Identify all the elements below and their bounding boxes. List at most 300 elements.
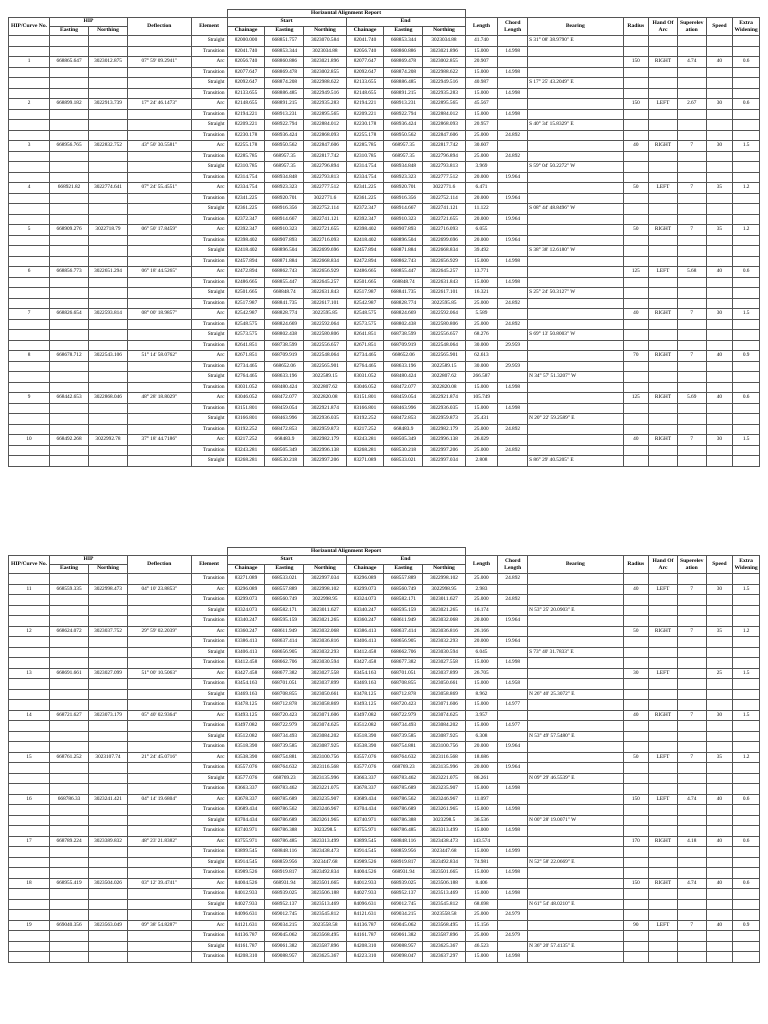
cell-end-easting: 668754.881	[384, 742, 423, 753]
table-row	[9, 183, 760, 194]
cell-hip-northing	[89, 605, 128, 616]
cell-hand-of-arc	[649, 256, 678, 267]
cell-end-chainage: 82372.347	[346, 204, 384, 215]
cell-radius: 30	[623, 668, 649, 679]
cell-hip-easting	[50, 784, 89, 795]
cell-deflection	[128, 372, 192, 383]
cell-bearing	[528, 920, 623, 931]
header-hip: HIP	[50, 18, 128, 27]
cell-superelevation	[677, 647, 706, 658]
cell-hip-northing	[89, 330, 128, 341]
cell-superelevation	[677, 235, 706, 246]
cell-end-easting: 668722.979	[384, 710, 423, 721]
cell-bearing	[528, 868, 623, 879]
cell-element: Transition	[191, 721, 227, 732]
cell-end-easting: 668828.774	[384, 298, 423, 309]
cell-chord-length	[498, 689, 528, 700]
cell-bearing	[528, 658, 623, 669]
table-header	[9, 548, 760, 574]
cell-start-easting: 668557.889	[265, 584, 304, 595]
cell-speed	[706, 847, 733, 858]
cell-hip-easting	[50, 700, 89, 711]
cell-element: Straight	[191, 36, 227, 47]
cell-start-chainage: 82000.000	[227, 36, 265, 47]
cell-deflection	[128, 805, 192, 816]
cell-hip-northing: 3023389.832	[89, 836, 128, 847]
cell-end-chainage: 83577.076	[346, 763, 384, 774]
cell-radius	[623, 36, 649, 47]
cell-chord-length: 24.892	[498, 574, 528, 585]
cell-start-northing: 3022895.565	[304, 109, 346, 120]
cell-start-northing: 3023084.202	[304, 731, 346, 742]
cell-hip-easting	[50, 857, 89, 868]
cell-start-chainage: 84004.526	[227, 878, 265, 889]
table-row	[9, 445, 760, 456]
cell-hand-of-arc	[649, 456, 678, 467]
cell-start-northing: 3023438.473	[304, 847, 346, 858]
cell-chord-length	[498, 414, 528, 425]
cell-hand-of-arc	[649, 826, 678, 837]
cell-end-chainage: 83663.337	[346, 773, 384, 784]
cell-bearing	[528, 309, 623, 320]
cell-end-easting: 668914.667	[384, 204, 423, 215]
cell-element: Transition	[191, 172, 227, 183]
cell-speed	[706, 826, 733, 837]
cell-radius	[623, 235, 649, 246]
header-hip: HIP	[50, 556, 128, 565]
cell-start-chainage: 83518.390	[227, 742, 265, 753]
cell-length: 26.166	[465, 626, 498, 637]
cell-end-easting: 668957.35	[384, 151, 423, 162]
cell-hip-easting: 668721.627	[50, 710, 89, 721]
cell-element: Transition	[191, 826, 227, 837]
cell-start-easting: 668828.774	[265, 309, 304, 320]
cell-start-northing: 3023221.075	[304, 784, 346, 795]
cell-end-northing: 3023074.625	[423, 710, 465, 721]
cell-end-chainage: 83740.971	[346, 815, 384, 826]
cell-start-easting: 668677.382	[265, 668, 304, 679]
cell-radius	[623, 574, 649, 585]
cell-chord-length	[498, 267, 528, 278]
cell-hip-easting	[50, 826, 89, 837]
cell-hip-no	[9, 298, 50, 309]
cell-extra-widening	[733, 298, 760, 309]
cell-hip-no	[9, 857, 50, 868]
table-row	[9, 721, 760, 732]
cell-deflection	[128, 931, 192, 942]
cell-deflection	[128, 78, 192, 89]
cell-hip-easting	[50, 151, 89, 162]
cell-chord-length	[498, 731, 528, 742]
cell-element: Arc	[191, 57, 227, 68]
table-row	[9, 172, 760, 183]
cell-start-northing: 3022580.806	[304, 330, 346, 341]
cell-deflection: 04° 14' 19.6804"	[128, 794, 192, 805]
cell-end-northing: 3022847.606	[423, 130, 465, 141]
cell-deflection	[128, 595, 192, 606]
table-row	[9, 372, 760, 383]
cell-chord-length	[498, 605, 528, 616]
cell-hand-of-arc	[649, 288, 678, 299]
cell-start-easting: 668662.706	[265, 658, 304, 669]
header-start: Start	[227, 18, 346, 27]
cell-length: 25.000	[465, 151, 498, 162]
cell-start-chainage: 83340.247	[227, 616, 265, 627]
table-row	[9, 784, 760, 795]
cell-length: 68.276	[465, 330, 498, 341]
cell-bearing	[528, 445, 623, 456]
cell-start-northing: 3023501.665	[304, 878, 346, 889]
cell-speed	[706, 246, 733, 257]
header-bearing: Bearing	[528, 18, 623, 36]
cell-length: 143.574	[465, 836, 498, 847]
cell-chord-length: 14.998	[498, 868, 528, 879]
cell-hand-of-arc	[649, 235, 678, 246]
cell-end-chainage: 84004.526	[346, 868, 384, 879]
cell-radius	[623, 899, 649, 910]
cell-hand-of-arc	[649, 214, 678, 225]
cell-start-easting: 668860.886	[265, 57, 304, 68]
cell-hip-easting: 668691.661	[50, 668, 89, 679]
cell-chord-length: 14.998	[498, 403, 528, 414]
cell-end-chainage: 82209.221	[346, 109, 384, 120]
cell-end-northing: 3022656.929	[423, 256, 465, 267]
table-row	[9, 382, 760, 393]
cell-deflection	[128, 340, 192, 351]
cell-start-northing: 3022548.064	[304, 351, 346, 362]
cell-deflection	[128, 857, 192, 868]
cell-deflection	[128, 868, 192, 879]
cell-length: 62.613	[465, 351, 498, 362]
cell-chord-length	[498, 330, 528, 341]
cell-hip-easting	[50, 805, 89, 816]
cell-chord-length: 24.892	[498, 445, 528, 456]
cell-end-northing: 3023298.5	[423, 815, 465, 826]
cell-speed	[706, 941, 733, 952]
table-row	[9, 574, 760, 585]
cell-superelevation	[677, 731, 706, 742]
cell-superelevation	[677, 46, 706, 57]
cell-start-easting: 669034.215	[265, 920, 304, 931]
cell-hip-no	[9, 424, 50, 435]
cell-element: Arc	[191, 309, 227, 320]
cell-end-northing: 3023506.188	[423, 878, 465, 889]
cell-bearing: N 34° 57' 51.3207" W	[528, 372, 623, 383]
cell-radius	[623, 88, 649, 99]
cell-start-chainage: 82457.894	[227, 256, 265, 267]
cell-end-easting: 668931.94	[384, 868, 423, 879]
cell-hand-of-arc	[649, 605, 678, 616]
cell-end-chainage: 82341.225	[346, 183, 384, 194]
cell-element: Transition	[191, 574, 227, 585]
cell-start-northing: 3023050.661	[304, 689, 346, 700]
cell-start-northing: 3022752.114	[304, 204, 346, 215]
cell-extra-widening	[733, 689, 760, 700]
cell-radius	[623, 46, 649, 57]
cell-bearing	[528, 616, 623, 627]
cell-radius	[623, 941, 649, 952]
cell-hip-northing	[89, 162, 128, 173]
cell-deflection	[128, 36, 192, 47]
cell-deflection: 17° 24' 46.1473"	[128, 99, 192, 110]
header-start: Start	[227, 556, 346, 565]
cell-hand-of-arc	[649, 109, 678, 120]
cell-start-chainage: 82418.402	[227, 246, 265, 257]
cell-speed	[706, 952, 733, 963]
cell-start-chainage: 82341.225	[227, 193, 265, 204]
cell-start-chainage: 83755.971	[227, 836, 265, 847]
cell-element: Arc	[191, 225, 227, 236]
header-speed: Speed	[706, 18, 733, 36]
cell-end-northing: 3022752.114	[423, 193, 465, 204]
cell-start-northing: 3022589.15	[304, 372, 346, 383]
cell-extra-widening	[733, 424, 760, 435]
cell-hip-northing	[89, 658, 128, 669]
cell-hip-northing	[89, 172, 128, 183]
cell-start-easting: 668720.423	[265, 710, 304, 721]
cell-hand-of-arc: LEFT	[649, 920, 678, 931]
cell-end-chainage: 83166.801	[346, 403, 384, 414]
cell-hip-northing	[89, 298, 128, 309]
cell-end-easting: 668957.35	[384, 141, 423, 152]
cell-superelevation: 7	[677, 710, 706, 721]
cell-start-chainage: 83427.458	[227, 668, 265, 679]
cell-hand-of-arc	[649, 277, 678, 288]
cell-chord-length: 19.964	[498, 235, 528, 246]
cell-end-easting: 668505.349	[384, 435, 423, 446]
cell-speed: 40	[706, 920, 733, 931]
cell-chord-length: 19.964	[498, 763, 528, 774]
cell-deflection: 09° 38' 54.8287"	[128, 920, 192, 931]
cell-bearing	[528, 435, 623, 446]
cell-radius	[623, 868, 649, 879]
cell-bearing	[528, 67, 623, 78]
cell-end-chainage: 83046.052	[346, 382, 384, 393]
cell-hip-northing	[89, 340, 128, 351]
header-bearing: Bearing	[528, 556, 623, 574]
header-radius: Radius	[623, 556, 649, 574]
cell-deflection	[128, 721, 192, 732]
header-start-northing: Northing	[304, 565, 346, 574]
cell-hand-of-arc	[649, 67, 678, 78]
cell-hip-northing	[89, 616, 128, 627]
cell-hip-easting	[50, 361, 89, 372]
cell-end-easting: 668701.051	[384, 668, 423, 679]
cell-start-easting: 669061.382	[265, 941, 304, 952]
cell-start-easting: 668939.025	[265, 889, 304, 900]
cell-hip-no: 8	[9, 351, 50, 362]
cell-end-easting: 668709.919	[384, 340, 423, 351]
cell-end-easting: 668633.196	[384, 361, 423, 372]
cell-end-northing: 3023036.816	[423, 626, 465, 637]
cell-extra-widening	[733, 826, 760, 837]
cell-element: Transition	[191, 319, 227, 330]
cell-end-northing: 3023087.925	[423, 731, 465, 742]
table-row	[9, 130, 760, 141]
header-end: End	[346, 556, 465, 565]
cell-start-easting: 668738.599	[265, 340, 304, 351]
cell-start-northing: 3022668.834	[304, 256, 346, 267]
cell-radius	[623, 700, 649, 711]
cell-hip-northing: 3023107.74	[89, 752, 128, 763]
cell-hip-northing	[89, 689, 128, 700]
cell-start-easting: 668712.878	[265, 700, 304, 711]
cell-length: 30.000	[465, 340, 498, 351]
table-row	[9, 361, 760, 372]
cell-extra-widening	[733, 120, 760, 131]
cell-end-northing: 3022771.6	[423, 183, 465, 194]
cell-start-northing: 3023587.896	[304, 941, 346, 952]
cell-end-easting: 668662.706	[384, 647, 423, 658]
cell-element: Straight	[191, 456, 227, 467]
cell-hip-easting	[50, 193, 89, 204]
cell-superelevation	[677, 298, 706, 309]
cell-hand-of-arc: LEFT	[649, 183, 678, 194]
cell-end-chainage: 83340.247	[346, 605, 384, 616]
cell-start-northing: 3023298.5	[304, 826, 346, 837]
cell-start-easting: 668764.632	[265, 763, 304, 774]
cell-superelevation	[677, 574, 706, 585]
cell-hip-easting	[50, 214, 89, 225]
table-row	[9, 700, 760, 711]
cell-deflection	[128, 361, 192, 372]
cell-bearing: N 09° 29' 46.5539" E	[528, 773, 623, 784]
cell-hand-of-arc	[649, 899, 678, 910]
cell-hip-northing: 3022868.046	[89, 393, 128, 404]
cell-start-easting: 668848.74	[265, 288, 304, 299]
header-end: End	[346, 18, 465, 27]
cell-start-chainage: 82734.465	[227, 361, 265, 372]
cell-extra-widening	[733, 847, 760, 858]
table-row	[9, 763, 760, 774]
cell-end-chainage: 84121.631	[346, 910, 384, 921]
cell-deflection: 48° 28' 18.8029"	[128, 393, 192, 404]
cell-hand-of-arc: RIGHT	[649, 393, 678, 404]
cell-hip-no	[9, 637, 50, 648]
cell-start-chainage: 83478.125	[227, 700, 265, 711]
cell-radius: 70	[623, 351, 649, 362]
cell-hip-no	[9, 731, 50, 742]
cell-superelevation	[677, 340, 706, 351]
cell-hip-easting	[50, 403, 89, 414]
cell-superelevation: 4.74	[677, 878, 706, 889]
cell-start-northing: 3022771.6	[304, 193, 346, 204]
cell-superelevation	[677, 847, 706, 858]
cell-hand-of-arc: LEFT	[649, 267, 678, 278]
cell-hip-easting	[50, 277, 89, 288]
cell-speed	[706, 414, 733, 425]
cell-end-northing: 3022817.742	[423, 141, 465, 152]
table-row	[9, 815, 760, 826]
cell-start-chainage: 82641.851	[227, 340, 265, 351]
cell-speed	[706, 120, 733, 131]
cell-radius	[623, 456, 649, 467]
cell-length: 15.000	[465, 277, 498, 288]
cell-speed	[706, 889, 733, 900]
cell-bearing	[528, 668, 623, 679]
cell-bearing: S 40° 34' 15.8329" E	[528, 120, 623, 131]
cell-end-northing: 3022936.035	[423, 403, 465, 414]
cell-hip-easting: 668789.224	[50, 836, 89, 847]
cell-speed	[706, 36, 733, 47]
cell-length: 41.740	[465, 36, 498, 47]
cell-start-northing: 3023246.967	[304, 805, 346, 816]
cell-deflection	[128, 277, 192, 288]
cell-hip-no	[9, 319, 50, 330]
table-row	[9, 878, 760, 889]
cell-start-easting: 668869.478	[265, 67, 304, 78]
cell-start-northing: 3023032.068	[304, 626, 346, 637]
cell-start-northing: 3022807.62	[304, 382, 346, 393]
cell-hip-easting: 668909.276	[50, 225, 89, 236]
cell-start-easting: 668463.996	[265, 414, 304, 425]
cell-radius	[623, 763, 649, 774]
cell-extra-widening: 1.5	[733, 309, 760, 320]
cell-bearing: S 69° 13' 50.8003" W	[528, 330, 623, 341]
cell-hand-of-arc: LEFT	[649, 584, 678, 595]
cell-bearing	[528, 403, 623, 414]
cell-speed	[706, 162, 733, 173]
cell-hand-of-arc	[649, 130, 678, 141]
cell-deflection: 48° 23' 21.8382"	[128, 836, 192, 847]
cell-start-northing: 3022592.064	[304, 319, 346, 330]
cell-hip-no	[9, 899, 50, 910]
cell-length: 15.000	[465, 67, 498, 78]
cell-end-northing: 3022996.138	[423, 435, 465, 446]
cell-length: 39.492	[465, 246, 498, 257]
cell-length: 25.000	[465, 574, 498, 585]
cell-end-northing: 3023438.473	[423, 836, 465, 847]
cell-hip-northing	[89, 130, 128, 141]
cell-radius	[623, 403, 649, 414]
cell-element: Transition	[191, 277, 227, 288]
cell-superelevation	[677, 403, 706, 414]
table-row	[9, 340, 760, 351]
table-row	[9, 256, 760, 267]
cell-chord-length: 14.977	[498, 700, 528, 711]
cell-extra-widening	[733, 637, 760, 648]
cell-end-northing: 3023030.594	[423, 647, 465, 658]
cell-speed: 40	[706, 878, 733, 889]
cell-start-northing: 3022777.512	[304, 183, 346, 194]
cell-element: Straight	[191, 773, 227, 784]
cell-hip-no: 10	[9, 435, 50, 446]
cell-deflection	[128, 826, 192, 837]
cell-end-easting: 668860.886	[384, 46, 423, 57]
cell-length: 20.000	[465, 193, 498, 204]
cell-end-northing: 3022721.655	[423, 214, 465, 225]
cell-hip-northing	[89, 899, 128, 910]
cell-start-easting: 668701.051	[265, 679, 304, 690]
cell-hip-no	[9, 763, 50, 774]
cell-hip-no	[9, 67, 50, 78]
cell-deflection	[128, 637, 192, 648]
cell-hip-no	[9, 162, 50, 173]
cell-speed: 40	[706, 351, 733, 362]
cell-bearing	[528, 141, 623, 152]
cell-start-northing: 3023087.925	[304, 742, 346, 753]
cell-start-chainage: 83217.252	[227, 435, 265, 446]
cell-hip-northing: 3022992.78	[89, 435, 128, 446]
cell-deflection	[128, 952, 192, 963]
cell-start-northing: 3022699.696	[304, 246, 346, 257]
cell-chord-length	[498, 393, 528, 404]
cell-hip-northing	[89, 256, 128, 267]
cell-speed	[706, 46, 733, 57]
cell-end-northing: 3023568.495	[423, 920, 465, 931]
cell-hip-northing	[89, 763, 128, 774]
cell-length: 15.000	[465, 847, 498, 858]
